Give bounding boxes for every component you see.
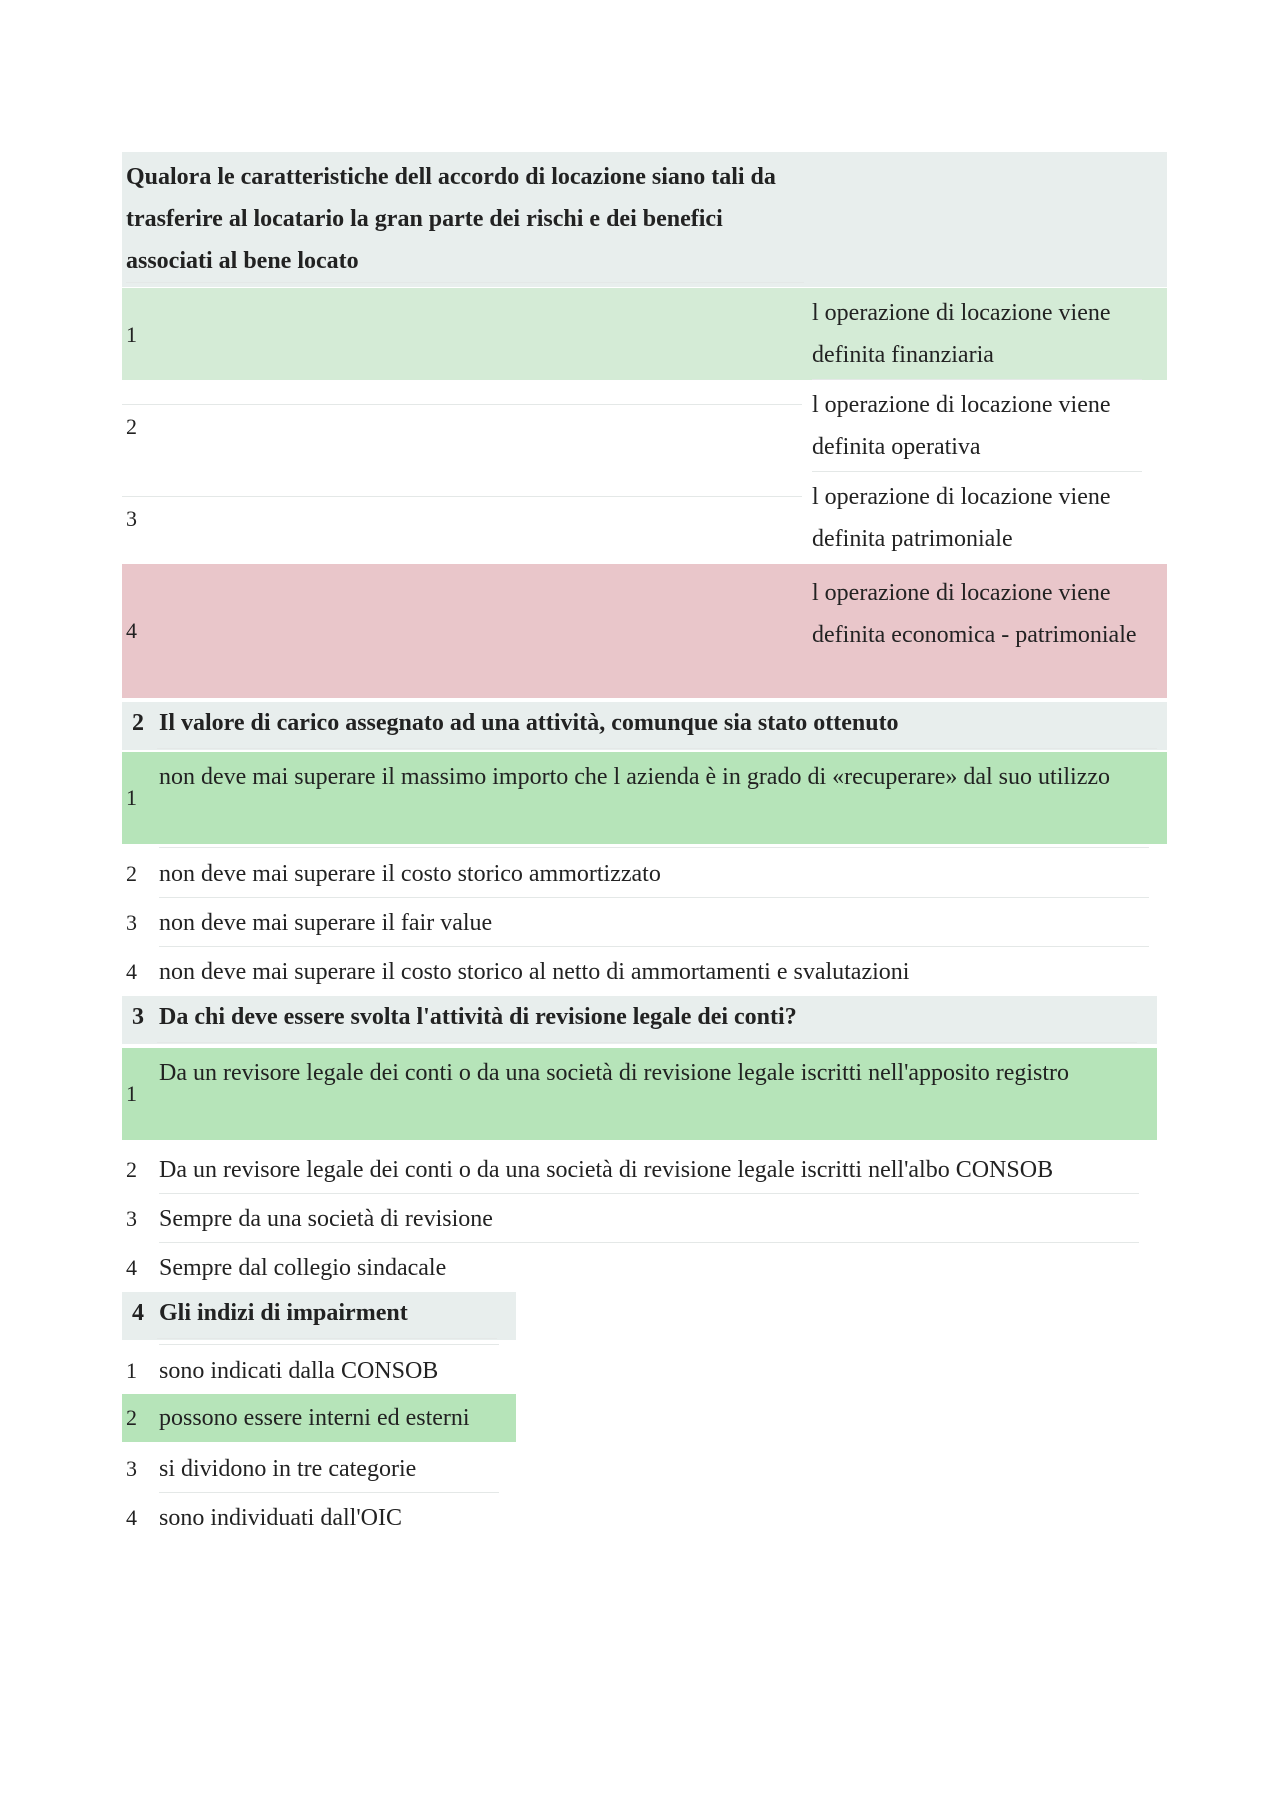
answer-row xyxy=(122,380,1167,472)
divider xyxy=(126,282,804,283)
answer-row xyxy=(122,472,1167,564)
answer-number: 4 xyxy=(126,1505,137,1530)
answer-text: Sempre dal collegio sindacale xyxy=(159,1255,447,1281)
answer-row-correct xyxy=(122,1048,1157,1140)
answer-number: 1 xyxy=(126,1358,137,1383)
answer-text: l operazione di locazione viene definita operativa xyxy=(812,392,1111,460)
answer-number: 2 xyxy=(126,1157,137,1182)
answer-row-correct xyxy=(122,1394,516,1442)
divider xyxy=(159,897,1149,898)
answer-text: si dividono in tre categorie xyxy=(159,1456,417,1482)
question-4-text: Gli indizi di impairment xyxy=(159,1300,408,1326)
divider xyxy=(159,1193,1139,1194)
answer-row xyxy=(122,1247,1157,1291)
answer-text: Sempre da una società di revisione xyxy=(159,1206,493,1232)
divider xyxy=(122,496,802,497)
answer-text: sono individuati dall'OIC xyxy=(159,1505,402,1531)
divider xyxy=(159,847,1149,848)
answer-number: 2 xyxy=(126,861,137,886)
answer-number: 1 xyxy=(126,322,137,347)
answer-text: Da un revisore legale dei conti o da una società di revisione legale iscritti nell'apposito registro xyxy=(159,1060,1070,1086)
question-1-text: Qualora le caratteristiche dell accordo di locazione siano tali da trasferire al locatario la gran parte dei rischi e dei benefici associati al bene locato xyxy=(126,164,776,274)
answer-number: 3 xyxy=(126,506,137,531)
question-2-text: Il valore di carico assegnato ad una attività, comunque sia stato ottenuto xyxy=(159,710,899,736)
answer-row-correct xyxy=(122,288,1167,380)
divider xyxy=(159,1242,1139,1243)
answer-number: 3 xyxy=(126,910,137,935)
question-number: 4 xyxy=(132,1300,144,1326)
divider xyxy=(122,404,802,405)
answer-number: 4 xyxy=(126,1255,137,1280)
question-2-header xyxy=(122,702,1167,750)
answer-number: 3 xyxy=(126,1456,137,1481)
answer-row xyxy=(122,1350,516,1394)
divider xyxy=(157,748,1157,749)
question-3-text: Da chi deve essere svolta l'attività di revisione legale dei conti? xyxy=(159,1004,797,1030)
answer-row-wrong xyxy=(122,564,1167,698)
answer-text: Da un revisore legale dei conti o da una società di revisione legale iscritti nell'albo CONSOB xyxy=(159,1157,1054,1183)
answer-row xyxy=(122,1149,1157,1193)
divider xyxy=(159,1344,499,1345)
answer-number: 2 xyxy=(126,414,137,439)
answer-row xyxy=(122,1448,516,1492)
answer-row xyxy=(122,853,1167,897)
answer-row xyxy=(122,1497,516,1541)
answer-number: 4 xyxy=(126,618,137,643)
answer-number: 3 xyxy=(126,1206,137,1231)
answer-row-correct xyxy=(122,752,1167,844)
answer-number: 1 xyxy=(126,1081,137,1106)
question-number: 3 xyxy=(132,1004,144,1030)
answer-text: possono essere interni ed esterni xyxy=(159,1405,470,1431)
answer-row xyxy=(122,951,1167,995)
answer-text: non deve mai superare il massimo importo che l azienda è in grado di «recuperare» dal suo utilizzo xyxy=(159,764,1110,790)
divider xyxy=(157,1042,1137,1043)
answer-number: 4 xyxy=(126,959,137,984)
answer-text: l operazione di locazione viene definita finanziaria xyxy=(812,300,1111,368)
divider xyxy=(157,1338,497,1339)
answer-row xyxy=(122,902,1167,946)
answer-text: non deve mai superare il costo storico ammortizzato xyxy=(159,861,661,887)
answer-text: non deve mai superare il costo storico al netto di ammortamenti e svalutazioni xyxy=(159,959,910,985)
answer-row xyxy=(122,1198,1157,1242)
answer-text: sono indicati dalla CONSOB xyxy=(159,1358,439,1384)
question-3-header xyxy=(122,996,1157,1044)
divider xyxy=(159,1492,499,1493)
question-4-header xyxy=(122,1292,516,1340)
answer-number: 1 xyxy=(126,785,137,810)
answer-text: l operazione di locazione viene definita economica - patrimoniale xyxy=(812,580,1137,648)
answer-text: l operazione di locazione viene definita patrimoniale xyxy=(812,484,1111,552)
question-1-header xyxy=(122,152,1167,287)
question-number: 2 xyxy=(132,710,144,736)
divider xyxy=(159,946,1149,947)
answer-text: non deve mai superare il fair value xyxy=(159,910,493,936)
answer-number: 2 xyxy=(126,1405,137,1430)
